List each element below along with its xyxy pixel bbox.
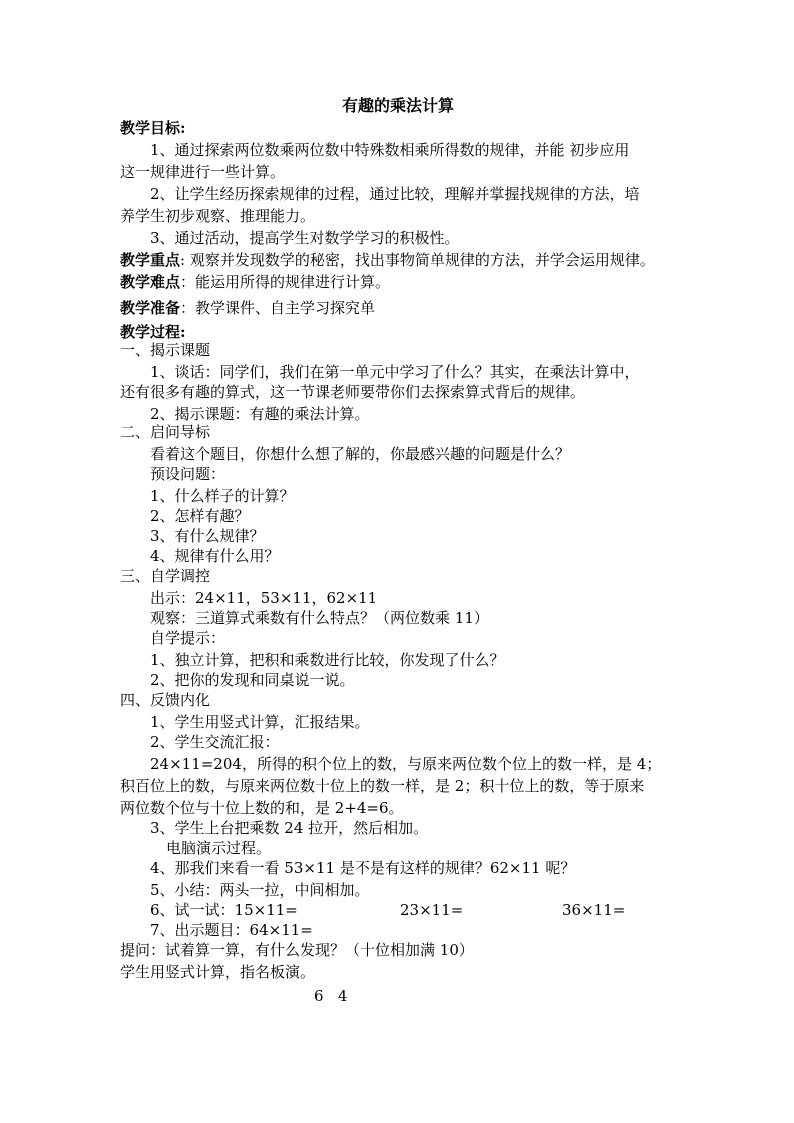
part4-calc-a: 24×11=204，所得的积个位上的数，与原来两位数个位上的数一样，是 4； <box>150 755 662 773</box>
part3-observe: 观察：三道算式乘数有什么特点？（两位数乘 11） <box>150 609 489 627</box>
difficulty-label: 教学难点 <box>120 273 181 291</box>
goals-heading: 教学目标: <box>120 119 186 137</box>
part3-show: 出示：24×11，53×11，62×11 <box>150 589 378 607</box>
vertical-calc-digits: 6 4 <box>314 987 348 1005</box>
key-point-label: 教学重点 <box>120 251 181 269</box>
part4-item6-b: 23×11= <box>400 901 464 919</box>
prep-line <box>120 298 375 318</box>
part2-item3: 3、有什么规律？ <box>150 527 265 545</box>
difficulty-line <box>120 272 390 292</box>
part3-item2: 2、把你的发现和同桌说一说。 <box>150 671 355 689</box>
goal-3: 3、通过活动，提高学生对数学学习的积极性。 <box>150 229 460 247</box>
part2-item1: 1、什么样子的计算？ <box>150 487 295 505</box>
part4-demo: 电脑演示过程。 <box>166 839 272 857</box>
prep-label: 教学准备 <box>120 299 181 317</box>
key-point-line <box>120 250 655 270</box>
part4-item2: 2、学生交流汇报： <box>150 733 280 751</box>
part3-hint: 自学提示： <box>150 629 226 647</box>
part2-item2: 2、怎样有趣？ <box>150 507 250 525</box>
part4-item7: 7、出示题目：64×11= <box>150 921 313 939</box>
part1-heading: 一、揭示课题 <box>120 341 211 359</box>
goal-1-line-b: 这一规律进行一些计算。 <box>120 163 286 181</box>
part3-item1: 1、独立计算，把积和乘数进行比较，你发现了什么？ <box>150 651 505 669</box>
part2-item4: 4、规律有什么用？ <box>150 547 280 565</box>
part2-preset: 预设问题： <box>150 465 226 483</box>
part2-question: 看着这个题目，你想什么想了解的，你最感兴趣的问题是什么？ <box>150 445 571 463</box>
process-heading: 教学过程: <box>120 323 186 341</box>
part1-p1-a: 1、谈话：同学们，我们在第一单元中学习了什么？其实，在乘法计算中， <box>150 363 640 381</box>
part2-heading: 二、启问导标 <box>120 423 211 441</box>
goal-1-line-a: 1、通过探索两位数乘两位数中特殊数相乘所得数的规律，并能 初步应用 <box>150 141 630 159</box>
difficulty-text: ：能运用所得的规律进行计算。 <box>180 273 391 291</box>
part4-calc-c: 两位数个位与十位上数的和，是 2+4=6。 <box>120 799 404 817</box>
part4-heading: 四、反馈内化 <box>120 691 211 709</box>
part4-item5: 5、小结：两头一拉，中间相加。 <box>150 881 370 899</box>
goal-2-line-b: 养学生初步观察、推理能力。 <box>120 207 316 225</box>
part4-item1: 1、学生用竖式计算，汇报结果。 <box>150 713 370 731</box>
part4-board: 学生用竖式计算，指名板演。 <box>120 963 316 981</box>
part4-item6-c: 36×11= <box>562 901 626 919</box>
goal-2-line-a: 2、让学生经历探索规律的过程，通过比较，理解并掌握找规律的方法，培 <box>150 185 640 203</box>
part4-item6-a: 6、试一试：15×11= <box>150 901 298 919</box>
document-title: 有趣的乘法计算 <box>342 96 455 115</box>
part4-question: 提问：试着算一算，有什么发现？（十位相加满 10） <box>120 941 474 959</box>
part4-item3: 3、学生上台把乘数 24 拉开，然后相加。 <box>150 819 429 837</box>
prep-text: ：教学课件、自主学习探究单 <box>180 299 376 317</box>
part4-item4: 4、那我们来看一看 53×11 是不是有这样的规律？62×11 呢？ <box>150 859 576 877</box>
part1-p2: 2、揭示课题：有趣的乘法计算。 <box>150 405 370 423</box>
part4-calc-b: 积百位上的数，与原来两位数十位上的数一样，是 2；积十位上的数，等于原来 <box>120 777 645 795</box>
key-point-text: : 观察并发现数学的秘密，找出事物简单规律的方法，并学会运用规律。 <box>180 251 655 269</box>
part3-heading: 三、自学调控 <box>120 567 211 585</box>
part1-p1-b: 还有很多有趣的算式，这一节课老师要带你们去探索算式背后的规律。 <box>120 383 586 401</box>
